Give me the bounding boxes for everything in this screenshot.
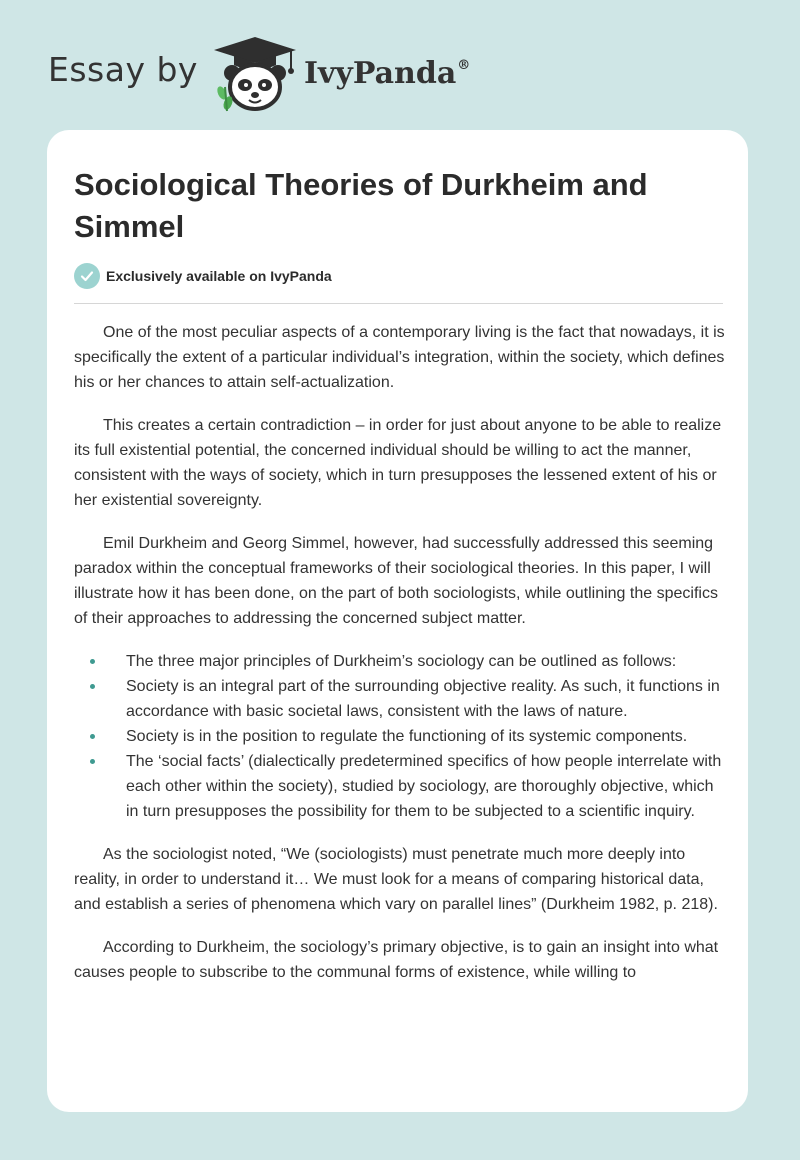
paragraph: This creates a certain contradiction – in order for just about anyone to be able to realize its full existential potential, the concerned individual should be willing to act the manner, consistent with the ways of society, which in turn presupposes the lessened extent of his or her existential sovereignty. <box>74 417 722 509</box>
brand-name-text: IvyPanda <box>303 55 457 91</box>
paragraph: As the sociologist noted, “We (sociologists) must penetrate much more deeply into reality, in order to understand it… We must look for a means of comparing historical data, and establish a series of phenomena which vary on parallel lines” (Durkheim 1982, p. 218). <box>74 846 718 913</box>
brand-name[interactable] <box>304 56 470 91</box>
panda-graduate-logo-icon[interactable] <box>212 35 298 113</box>
essay-title: Sociological Theories of Durkheim and Simmel <box>74 167 648 244</box>
site-header <box>48 32 470 112</box>
title-divider <box>74 303 723 304</box>
paragraph: Emil Durkheim and Georg Simmel, however, had successfully addressed this seeming paradox within the conceptual frameworks of their sociological theories. In this paper, I will illustrate how it has been done, on the part of both sociologists, while outlining the specifics of their approaches to addressing the concerned subject matter. <box>74 535 718 627</box>
principles-list <box>74 649 726 824</box>
list-item: Society is in the position to regulate the functioning of its systemic components. <box>74 724 726 749</box>
essay-body <box>74 320 726 1003</box>
list-item: Society is an integral part of the surrounding objective reality. As such, it functions in accordance with basic societal laws, consistent with the laws of nature. <box>74 674 726 724</box>
brand-prefix: Essay by <box>48 49 198 89</box>
essay-card <box>47 130 748 1112</box>
exclusive-badge-label: Exclusively available on IvyPanda <box>106 268 332 284</box>
trademark-symbol: ® <box>457 57 471 73</box>
list-item: The three major principles of Durkheim’s sociology can be outlined as follows: <box>74 649 726 674</box>
exclusive-badge <box>74 263 332 289</box>
paragraph: One of the most peculiar aspects of a contemporary living is the fact that nowadays, it is specifically the extent of a particular individual’s integration, within the society, which defines his or her chances to attain self-actualization. <box>74 324 725 391</box>
list-item: The ‘social facts’ (dialectically predetermined specifics of how people interrelate with each other within the society), studied by sociology, are thoroughly objective, which in turn presupposes the possibility for them to be subjected to a scientific inquiry. <box>74 749 726 824</box>
checkmark-icon <box>80 269 94 283</box>
paragraph: According to Durkheim, the sociology’s primary objective, is to gain an insight into what causes people to subscribe to the communal forms of existence, while willing to <box>74 939 719 981</box>
check-badge-icon <box>74 263 100 289</box>
